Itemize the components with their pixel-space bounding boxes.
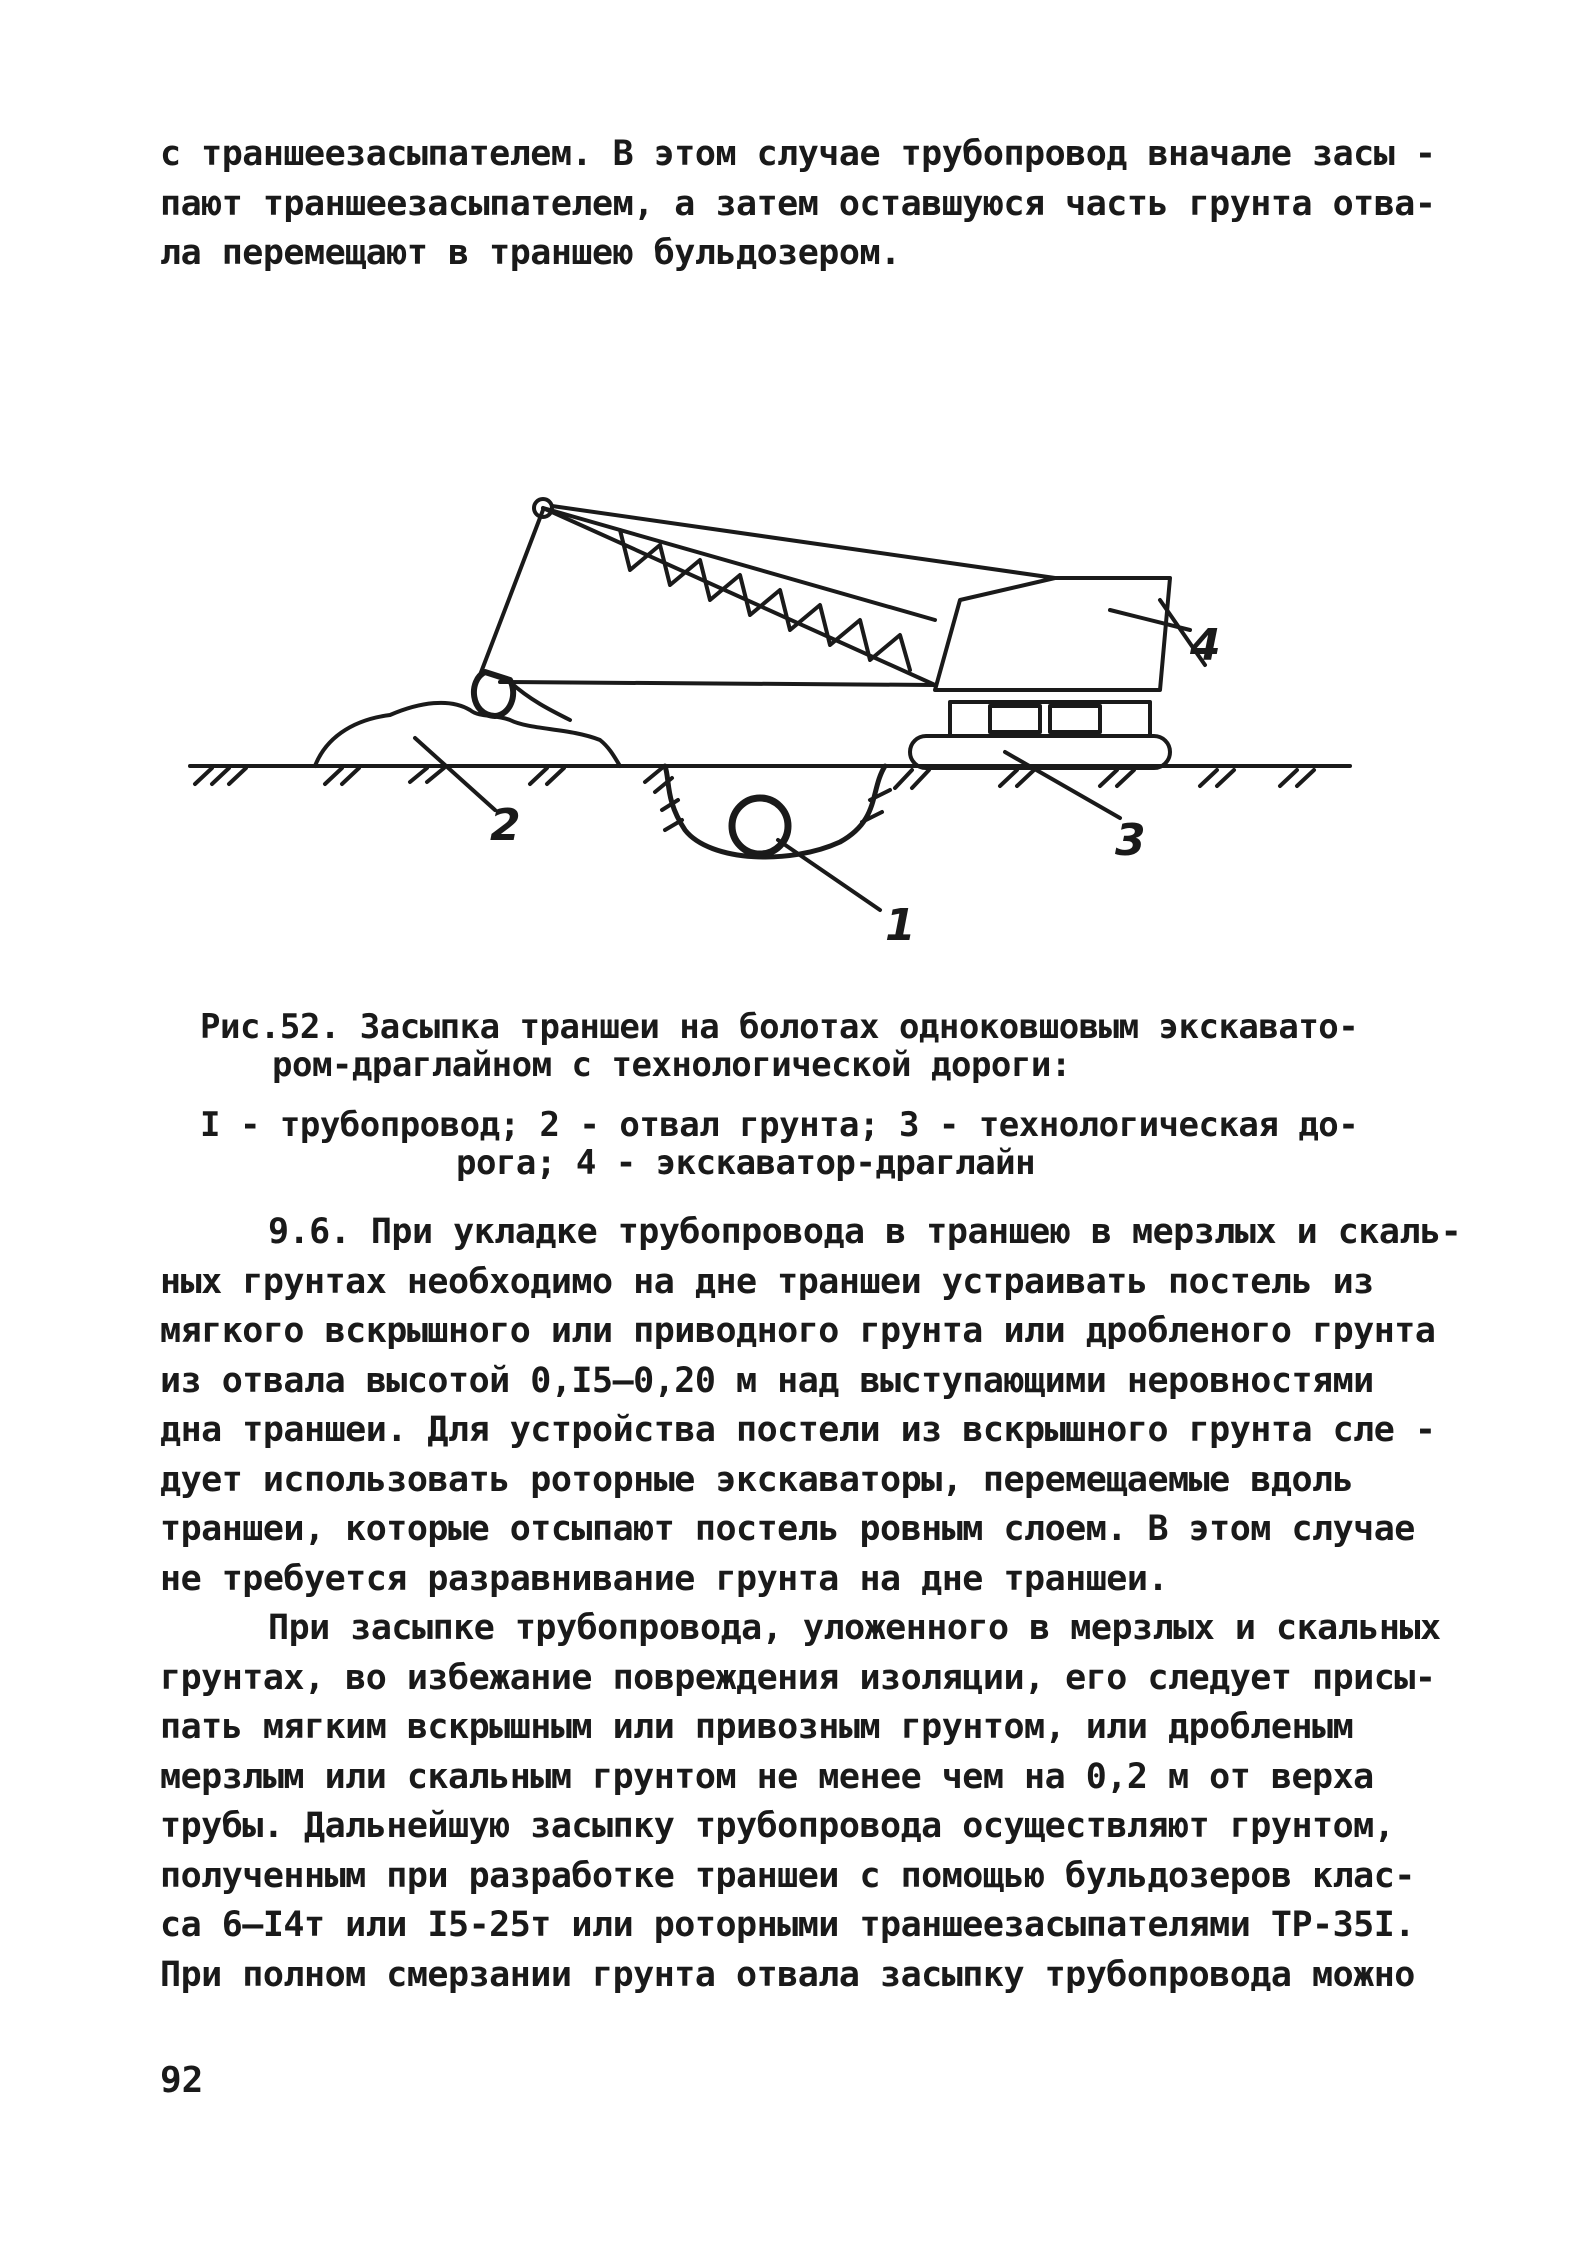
text-line: дна траншеи. Для устройства постели из вскрышного грунта сле -: [160, 1410, 1436, 1450]
body-text: [160, 1208, 1470, 2000]
text-line: мерзлым или скальным грунтом не менее чем на 0,2 м от верха: [160, 1756, 1374, 1797]
intro-paragraph: [160, 130, 1470, 279]
figure-label-spoil: 2: [490, 800, 521, 851]
text-line: трубы. Дальнейшую засыпку трубопровода осуществляют грунтом,: [160, 1806, 1395, 1846]
figure-caption: [200, 1008, 1440, 1182]
drag-rope: [500, 682, 935, 685]
spoil-heap: [315, 703, 620, 766]
text-line: мягкого вскрышного или приводного грунта или дробленого грунта: [160, 1311, 1436, 1351]
dragline-bucket: [474, 672, 513, 716]
text-line: грунтах, во избежание повреждения изоляции, его следует присы-: [160, 1657, 1436, 1698]
pipe-circle: [732, 798, 788, 854]
dragline-diagram: [150, 470, 1380, 940]
crawler-track: [910, 736, 1170, 768]
text-line: 9.6. При укладке трубопровода в траншею в мерзлых и скаль-: [268, 1212, 1462, 1252]
text-line: дует использовать роторные экскаваторы, перемещаемые вдоль: [160, 1459, 1354, 1500]
boom-upper: [543, 508, 935, 620]
text-line: не требуется разравнивание грунта на дне траншеи.: [160, 1558, 1169, 1599]
text-line: ла перемещают в траншею бульдозером.: [160, 233, 901, 273]
leader-line-1: [778, 840, 880, 910]
caption-title-line: ром-драглайном с технологической дороги:: [272, 1045, 1071, 1085]
caption-legend-line: рога; 4 - экскаватор-драглайн: [456, 1143, 1036, 1183]
text-line: полученным при разработке траншеи с помощью бульдозеров клас-: [160, 1855, 1415, 1896]
text-line: с траншеезасыпателем. В этом случае трубопровод вначале засы -: [160, 134, 1436, 174]
text-line: При полном смерзании грунта отвала засыпку трубопровода можно: [160, 1954, 1415, 1995]
text-line: ных грунтах необходимо на дне траншеи устраивать постель из: [160, 1261, 1374, 1302]
caption-legend-line: I - трубопровод; 2 - отвал грунта; 3 - технологическая до-: [200, 1105, 1359, 1145]
leader-line-2: [415, 738, 495, 810]
figure-label-excavator: 4: [1190, 620, 1221, 671]
ground-hatches: [195, 768, 1314, 792]
excavator-cab: [935, 578, 1170, 690]
leader-line-4: [1110, 610, 1190, 630]
text-line: са 6–I4т или I5-25т или роторными траншеезасыпателями ТР-35I.: [160, 1905, 1415, 1945]
trench-outline: [665, 766, 885, 857]
text-line: траншеи, которые отсыпают постель ровным слоем. В этом случае: [160, 1509, 1415, 1549]
bucket-line: [480, 510, 543, 675]
figure-dragline-diagram: [150, 470, 1380, 940]
page-number: 92: [160, 2060, 204, 2101]
figure-label-road: 3: [1115, 815, 1146, 866]
text-line: пать мягким вскрышным или привозным грунтом, или дробленым: [160, 1707, 1354, 1747]
text-line: пают траншеезасыпателем, а затем оставшуюся часть грунта отва-: [160, 183, 1436, 224]
caption-title-line: Рис.52. Засыпка траншеи на болотах одноковшовым экскавато-: [200, 1007, 1359, 1047]
figure-label-pipeline: 1: [885, 900, 916, 940]
text-line: из отвала высотой 0,I5–0,20 м над выступающими неровностями: [160, 1360, 1374, 1401]
text-line: При засыпке трубопровода, уложенного в мерзлых и скальных: [268, 1608, 1441, 1648]
